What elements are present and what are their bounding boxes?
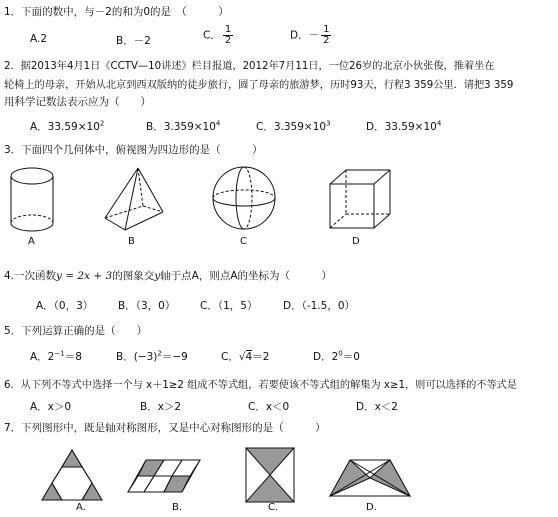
fraction-numerator: 1 bbox=[224, 24, 232, 35]
q1-option-c bbox=[203, 25, 235, 46]
q1-option-d-prefix: D．－ bbox=[290, 29, 320, 42]
sqrt-icon: √ bbox=[238, 351, 246, 363]
q1-option-b: B．－2 bbox=[116, 35, 151, 47]
q4-y-variable: y bbox=[154, 270, 161, 282]
q1-option-d-fraction bbox=[321, 25, 331, 46]
q5-option-b-base: B．(−3) bbox=[116, 351, 158, 363]
q2-line-1: 2．据2013年4月1日《CCTV—10讲述》栏目报道，2012年7月11日，一位26岁的北京小伙张俊，推着坐在 bbox=[4, 61, 495, 72]
sphere-icon bbox=[213, 167, 275, 229]
hourglass-square-icon bbox=[246, 448, 294, 502]
fraction-denominator: 2 bbox=[323, 35, 330, 46]
q2-option-a-exponent: 2 bbox=[99, 119, 105, 128]
q3-solids-figure bbox=[0, 160, 558, 250]
bowtie-trapezoid-icon bbox=[330, 460, 410, 496]
q5-option-a-result: ＝8 bbox=[64, 351, 82, 363]
q7-label-c: C. bbox=[268, 502, 279, 513]
fraction-denominator: 2 bbox=[224, 35, 232, 46]
q4-stem-end: 轴于点A，则点A的坐标为（ ） bbox=[160, 270, 333, 282]
q5-stem: 5．下列运算正确的是（ ） bbox=[4, 325, 148, 337]
q7-label-b: B. bbox=[172, 502, 183, 513]
q7-shapes-figure bbox=[0, 440, 558, 510]
q1-option-c-prefix: C． bbox=[203, 29, 221, 42]
q3-label-c: C bbox=[240, 236, 247, 247]
q5-option-d-exponent: 0 bbox=[338, 349, 343, 358]
q5-option-d-result: ＝0 bbox=[342, 351, 360, 363]
fraction-numerator: 1 bbox=[323, 24, 330, 35]
parallelogram-pattern-icon bbox=[128, 460, 200, 492]
q5-option-a bbox=[30, 349, 82, 364]
q2-option-b-exponent: 4 bbox=[215, 119, 221, 128]
q5-option-c bbox=[221, 349, 269, 364]
q4-option-a: A．（0，3） bbox=[36, 300, 94, 312]
q6-option-b: B．x＞2 bbox=[140, 401, 182, 413]
q5-option-c-result: ＝2 bbox=[252, 351, 270, 363]
q5-option-a-exponent: −1 bbox=[54, 349, 65, 358]
q4-stem-middle: 的图象交 bbox=[112, 270, 155, 282]
q4-stem bbox=[4, 268, 332, 283]
triangle-pattern-icon bbox=[42, 450, 102, 500]
q7-stem: 7．下列图形中，既是轴对称图形，又是中心对称图形的是（ ） bbox=[4, 422, 326, 434]
q5-option-d bbox=[313, 349, 360, 364]
q5-option-d-base: D．2 bbox=[313, 351, 339, 363]
cylinder-icon bbox=[11, 168, 53, 231]
q5-option-c-radicand: 4 bbox=[245, 351, 253, 363]
q3-stem: 3．下面四个几何体中，俯视图为四边形的是（ ） bbox=[4, 144, 263, 156]
q4-option-c: C．（1，5） bbox=[200, 300, 258, 312]
pyramid-icon bbox=[105, 168, 163, 230]
cube-icon bbox=[330, 170, 390, 228]
q2-option-d-exponent: 4 bbox=[436, 119, 442, 128]
q7-label-a: A. bbox=[76, 502, 86, 513]
q5-option-c-prefix: C． bbox=[221, 351, 239, 363]
q2-option-c-exponent: 3 bbox=[326, 119, 331, 128]
q4-option-d: D．（-1.5，0） bbox=[283, 300, 356, 312]
q2-option-c bbox=[256, 119, 331, 134]
q2-option-d-base: D．33.59×10 bbox=[366, 121, 437, 133]
q2-option-d bbox=[366, 119, 441, 134]
q4-equation: y = 2x + 3 bbox=[56, 270, 113, 282]
q3-label-b: B bbox=[128, 236, 135, 247]
q7-label-d: D. bbox=[366, 502, 377, 513]
q1-option-a: A.2 bbox=[30, 33, 48, 45]
q5-option-b bbox=[116, 349, 188, 364]
q1-stem: 1．下面的数中，与－2的和为0的是 （ ） bbox=[4, 6, 229, 18]
q5-option-a-base: A．2 bbox=[30, 351, 55, 363]
q4-stem-start: 4.一次函数 bbox=[4, 270, 57, 282]
q3-label-a: A bbox=[28, 236, 35, 247]
q6-stem: 6．从下列不等式中选择一个与 x＋1≥2 组成不等式组，若要使该不等式组的解集为 x≥1，则可以选择的不等式是 bbox=[4, 380, 518, 391]
q2-option-b bbox=[146, 119, 220, 134]
q2-option-c-base: C．3.359×10 bbox=[256, 121, 327, 133]
q6-option-a: A．x＞0 bbox=[30, 401, 72, 413]
q1-option-c-fraction bbox=[223, 25, 233, 46]
q2-line-3: 用科学记数法表示应为（ ） bbox=[4, 96, 151, 108]
q2-option-a bbox=[30, 119, 104, 134]
q5-option-b-result: ＝−9 bbox=[161, 351, 188, 363]
q4-option-b: B．（3，0） bbox=[118, 300, 176, 312]
q3-label-d: D bbox=[352, 236, 360, 247]
q2-option-b-base: B．3.359×10 bbox=[146, 121, 216, 133]
q5-option-b-exponent: 2 bbox=[157, 349, 162, 358]
q2-option-a-base: A．33.59×10 bbox=[30, 121, 100, 133]
q2-line-2: 轮椅上的母亲，开始从北京到西双版纳的徒步旅行，圆了母亲的旅游梦，历时93天，行程3 359公里．请把3 359 bbox=[4, 80, 514, 91]
q1-option-d bbox=[290, 25, 333, 46]
q6-option-c: C．x＜0 bbox=[248, 401, 290, 413]
q6-option-d: D．x＜2 bbox=[356, 401, 398, 413]
